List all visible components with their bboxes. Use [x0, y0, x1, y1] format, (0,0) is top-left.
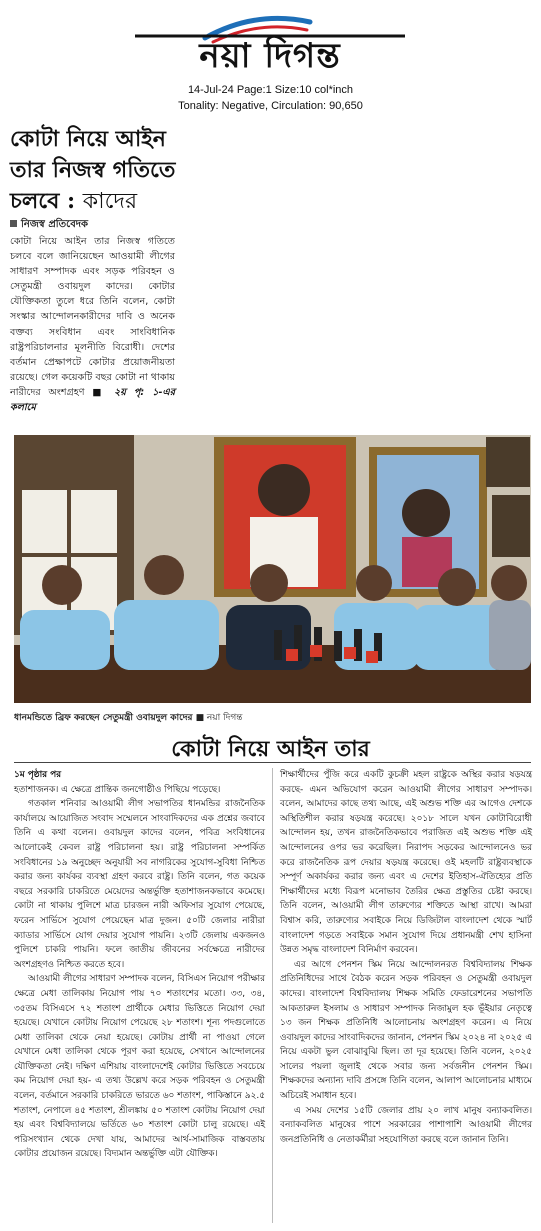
- clipping-meta-date: 14-Jul-24 Page:1 Size:10 col*inch: [187, 84, 354, 96]
- caption-text: ধানমন্ডিতে ব্রিফ করছেন সেতুমন্ত্রী ওবায়দুল কাদের: [14, 713, 196, 723]
- continuation-right-column: [280, 768, 532, 1147]
- photo-credit: ■ নয়া দিগন্ত: [195, 713, 243, 723]
- column-divider: [272, 768, 273, 1223]
- newspaper-logo: [135, 8, 405, 80]
- byline-text: নিজস্ব প্রতিবেদক: [21, 219, 89, 230]
- logo-wordmark: নয়া দিগন্ত: [199, 36, 341, 76]
- clipping-meta-tonality: Tonality: Negative, Circulation: 90,650: [178, 100, 363, 112]
- headline-speaker: কাদের: [82, 189, 138, 214]
- continuation-paragraph: ১ম পৃষ্ঠার পর হতাশাজনক। এ ক্ষেত্রে প্রান্তিক জনগোষ্ঠীও পিছিয়ে পড়েছে।: [14, 770, 221, 795]
- photo-illustration: [14, 435, 531, 703]
- photo-caption: [14, 710, 531, 725]
- continuation-paragraph: আওয়ামী লীগের সাধারণ সম্পাদক বলেন, বিসিএস নিয়োগ পরীক্ষার ক্ষেত্রে মেধা তালিকায় নিয়োগ পায় ৭০ শতাংশের মতো। ৩৩, ৩৪, ৩৫তম বিসিএসে ৭২ শতাংশ প্রার্থীকে মেধার ভিত্তিতে নিয়োগ দেয়া হয়েছে। যেখানে কোটায় নিয়োগ পেয়েছে ২৮ শতাংশ। শূন্য পদগুলোতে মেধা তালিকা থেকে নেয়া হয়েছে। কোটায় প্রার্থী না পাওয়া গেলে যেখানে মেধা তালিকা থেকে পূরণ করা হয়েছে, সেখানে আন্দোলনের যৌক্তিকতা নেই। দক্ষিণ এশিয়ায় বাংলাদেশেই কোটার ভিত্তিতে সবচেয়ে কম নিয়োগ দেয়া হয়- এ তথ্য উল্লেখ করে সড়ক পরিবহন ও সেতুমন্ত্রী বলেন, বর্তমানে সরকারি চাকরিতে ভারতে ৬০ শতাংশ, পাকিস্তানে ৯২.৫ শতাংশ, নেপালে ৪৫ শতাংশ, শ্রীলঙ্কায় ৫০ শতাংশ কোটায় নিয়োগ দেয়া হয় এবং বিশ্ববিদ্যালয়ে ভর্তিতে ৬০ শতাংশ কোটা চালু রয়েছে। এই পরিসংখ্যান থেকে দেখা যায়, আমাদের আর্থ-সামাজিক বাস্তবতায় কোটার প্রয়োজন রয়েছে। বিদ্যমান অন্তর্ভুক্তি এটা যৌক্তিক।: [14, 974, 265, 1160]
- headline-line-1: কোটা নিয়ে আইন: [10, 126, 166, 152]
- continuation-paragraph: এর আগে পেনশন স্কিম নিয়ে আন্দোলনরত বিশ্ববিদ্যালয় শিক্ষক প্রতিনিধিদের সাথে বৈঠক করেন সড়ক পরিবহন ও সেতুমন্ত্রী ওবায়দুল কাদের। বাংলাদেশ বিশ্ববিদ্যালয় শিক্ষক সমিতি ফেডারেশনের সভাপতি আকতারুল ইসলাম ও সাধারণ সম্পাদক নিজামুল হক ভূঁইয়ার নেতৃত্বে ১৩ জন শিক্ষক প্রতিনিধি আলোচনায় অংশগ্রহণ করেন। এ নিয়ে ওবায়দুল কাদের সাংবাদিকদের জানান, পেনশন স্কিম ২০২৪ না ২০২৫ এ নিয়ে একটা ভুল বোঝাবুঝি ছিল। তা দূর হয়েছে। তিনি বলেন, ২০২৫ সালের পয়লা জুলাই থেকে সবার জন্য সর্বজনীন পেনশন স্কিম। শিক্ষকদের অন্যান্য দাবি প্রসঙ্গে তিনি বলেন, আলাপ আলোচনার মাধ্যমে অচিরেই সমাধান হবে।: [280, 959, 532, 1102]
- continuation-title: কোটা নিয়ে আইন তার: [171, 736, 370, 762]
- lead-paragraph: [10, 234, 175, 415]
- divider: [14, 762, 531, 763]
- press-conference-photo: [14, 435, 531, 703]
- lead-text: কোটা নিয়ে আইন তার নিজস্ব গতিতে চলবে বলে জানিয়েছেন আওয়ামী লীগের সাধারণ সম্পাদক এবং সড়ক পরিবহন ও সেতুমন্ত্রী ওবায়দুল কাদের। কোটার যৌক্তিকতা তুলে ধরে তিনি বলেন, কোটা সংস্কার আন্দোলনকারীদের দাবি ও অনেক বক্তব্য সংবিধান এবং সাংবিধানিক রাষ্ট্রপরিচালনার মূলনীতি বিরোধী। দেশের বর্তমান প্রেক্ষাপটে কোটার প্রয়োজনীয়তা রয়েছে। গেল কয়েকটি বছর কোটা না থাকায় নারীদের অংশগ্রহণ: [10, 236, 175, 398]
- continuation-paragraph: শিক্ষার্থীদের পুঁজি করে একটি কুচক্রী মহল রাষ্ট্রকে অস্থির করার ষড়যন্ত্র করছে- এমন অভিযোগ করেন আওয়ামী লীগের সাধারণ সম্পাদক। বলেন, আমাদের কাছে তথ্য আছে, এই অশুভ শক্তি এর আগেও দেশকে অস্থিতিশীল করার ষড়যন্ত্র করেছে। ২০১৮ সালে যখন কোটাবিরোধী আন্দোলন হয়, তখন রাজনৈতিকভাবে পরাজিত এই অশুভ শক্তি এই আন্দোলনের ওপর ভর করেছিল। নিরাপদ সড়কের আন্দোলনেও ভর করে রাজনৈতিক রূপ দেয়ার ষড়যন্ত্র করেছে। ওই মহলটি রাষ্ট্রব্যবস্থাকে সম্পূর্ণ অকার্যকর করার জন্য এবং এ দেশের ইতিহাস-ঐতিহ্যের প্রতি শিক্ষার্থীদের মধ্যে বিরূপ মনোভাব তৈরির ক্ষেত্র প্রস্তুতির চেষ্টা করছে। তিনি বলেন, আওয়ামী লীগ তারুণ্যের শক্তিতে আস্থা রাখে। আমরা বিশ্বাস করি, তারুণ্যের সবাইকে নিয়ে ডিজিটাল বাংলাদেশ থেকে স্মার্ট বাংলাদেশ গড়তে সবাইকে সমান সুযোগ দিয়ে প্রধানমন্ত্রী শেখ হাসিনা উন্নত সমৃদ্ধ বাংলাদেশ বিনির্মাণ করবেন।: [280, 770, 532, 956]
- continuation-paragraph: গতকাল শনিবার আওয়ামী লীগ সভাপতির ধানমন্ডির রাজনৈতিক কার্যালয়ে আয়োজিত সংবাদ সম্মেলনে সাংবাদিকদের এক প্রশ্নের জবাবে তিনি এ কথা বলেন। ওবায়দুল কাদের বলেন, পবিত্র সংবিধানের আলোকেই কেবল রাষ্ট্র পরিচালনা হয়। রাষ্ট্র পরিচালনা সম্পর্কিত সংবিধানের ১৯ অনুচ্ছেদ অনুযায়ী সব নাগরিকের সুযোগ-সুবিধা নিশ্চিত করার জন্য কার্যকর ব্যবস্থা গ্রহণ করবে রাষ্ট্র। তিনি বলেন, গত কয়েক বছরে সরকারি চাকরিতে মেয়েদের অন্তর্ভুক্তি হতাশাজনকভাবে কমেছে। কোটা না থাকায় পুলিশে মাত্র চারজন নারী অফিসার সুযোগ পেয়েছে, ফরেন সার্ভিসে সুযোগ পেয়েছেন মাত্র দুজন। ৫০টি জেলার নারীরা ক্যাডার সার্ভিসে যোগ দেয়ার সুযোগ পায়নি। ২৩টি জেলায় একজনও পুলিশে চাকরি পায়নি। ফলে জাতীয় জীবনের সর্বক্ষেত্রে নারীদের অংশগ্রহণও নিশ্চিত করতে হবে।: [14, 799, 265, 970]
- bullet-square-icon: [10, 220, 17, 227]
- headline-main: চলবে :: [10, 188, 83, 214]
- continuation-left-column: [14, 768, 265, 1162]
- byline: [10, 217, 88, 234]
- article-headline: [10, 124, 180, 217]
- headline-line-3: [10, 186, 180, 217]
- masthead: [0, 0, 541, 120]
- continued-from-label: ১ম পৃষ্ঠার পর: [14, 770, 62, 780]
- continued-marker: ■ ২য় পৃ: ১-এর কলামে: [10, 386, 175, 414]
- continuation-paragraph: এ সময় দেশের ১৫টি জেলার প্রায় ২০ লাখ মানুষ বন্যাকবলিত। বন্যাকবলিত মানুষের পাশে সরকারের পাশাপাশি আওয়ামী লীগের জনপ্রতিনিধি ও নেতাকর্মীরা সহযোগিতা করছে বলে জানান তিনি।: [280, 1105, 532, 1145]
- headline-line-2: তার নিজস্ব গতিতে: [10, 157, 176, 183]
